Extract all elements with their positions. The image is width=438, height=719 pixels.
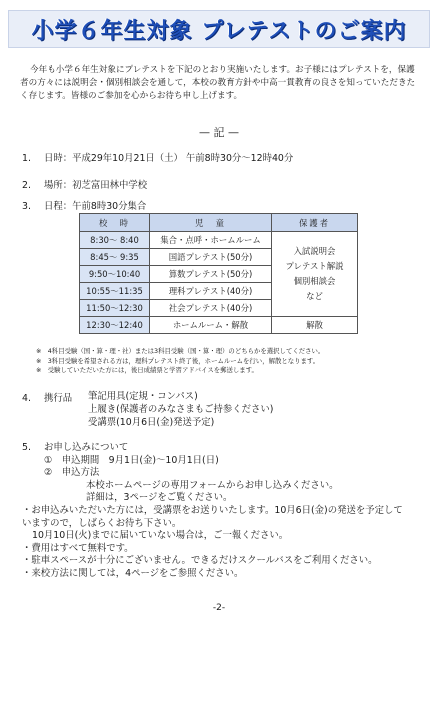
table-row [80,232,358,249]
page-title: 小学６年生対象 プレテストのご案内 [31,19,407,44]
item-number: 3. [22,201,31,212]
belongings-label-row [22,390,72,404]
belongings-line: 受講票(10月6日(金)発送予定) [88,417,215,428]
item-number: 1. [22,153,31,164]
application-note: ・費用はすべて無料です。 [22,542,134,554]
time-cell: 8:45～ 9:35 [80,249,150,266]
header-parent: 保護者 [272,214,358,232]
time-cell: 11:50～12:30 [80,300,150,317]
note-line: ※ 受験していただいた方には，後日成績票と学習アドバイスを郵送します。 [36,366,258,374]
schedule-table [79,213,358,334]
ki-heading: — 記 — [199,126,239,139]
time-cell: 10:55～11:35 [80,283,150,300]
item-text: 日程：午前8時30分集合 [44,201,147,212]
application-heading-row [22,442,422,455]
time-cell: 9:50～10:40 [80,266,150,283]
item-schedule [22,198,146,212]
application-note: ・お申込みいただいた方には，受講票をお送りいたします。10月6日(金)の発送を予定していますので，しばらくお待ち下さい。 [22,504,403,529]
activity-cell: 理科プレテスト(40分) [150,283,272,300]
header-student: 児 童 [150,214,272,232]
page-number: -2- [212,603,226,613]
application-note: ・駐車スペースが十分にございません。できるだけスクールバスをご利用ください。 [22,555,378,567]
time-cell: 8:30～ 8:40 [80,232,150,249]
application-heading: お申し込みについて [44,442,129,453]
intro-paragraph: 今年も小学６年生対象にプレテストを下記のとおり実施いたします。お子様にはプレテストを，保護者の方々には説明会・個別相談会を通して，本校の教育方針や中高一貫教育の良さを知っていただきたく存じます。皆様のご参加を心からお待ち申し上げます。 [20,65,416,101]
belongings-label: 携行品 [44,393,73,404]
application-method-detail: 本校ホームページの専用フォームからお申し込みください。 [86,479,339,491]
note-line: ※ 3科目受験を希望される方は，理科プレテスト終了後，ホームルームを行い，解散となります。 [36,356,320,365]
activity-cell: ホームルーム・解散 [150,317,272,334]
parent-dismiss-cell: 解散 [272,317,358,334]
application-method: ② 申込方法 [44,467,100,479]
belongings-line: 筆記用具(定規・コンパス) [88,391,198,402]
title-banner [8,10,430,48]
item-number: 2. [22,180,31,191]
activity-cell: 国語プレテスト(50分) [150,249,272,266]
table-header-row [80,214,358,232]
item-datetime [22,150,293,164]
application-period: ① 申込期間 9月1日(金)～10月1日(日) [44,454,219,466]
item-number: 5. [22,442,31,453]
parent-program-cell [272,232,358,317]
note-line: ※ 4科目受験（国・算・理・社）または3科目受験（国・算・理）のどちらかを選択してください。 [36,347,325,355]
application-method-detail: 詳細は，3ページをご覧ください。 [86,492,233,504]
item-number: 4. [22,393,31,404]
parent-line: など [306,291,323,301]
belongings-line: 上履き(保護者のみなさまもご持参ください) [88,404,274,415]
item-text: 場所：初芝富田林中学校 [44,180,148,191]
parent-line: 入試説明会 [293,246,336,256]
application-note: 10月10日(火)までに届いていない場合は，ご一報ください。 [32,530,289,542]
parent-line: プレテスト解説 [285,261,344,271]
schedule-notes [36,347,428,376]
activity-cell: 算数プレテスト(50分) [150,266,272,283]
header-time: 校 時 [80,214,150,232]
item-application [22,442,422,581]
item-text: 日時：平成29年10月21日（土） 午前8時30分～12時40分 [44,153,294,164]
belongings-list [88,390,388,429]
application-note: ・来校方法に関しては，4ページをご参照ください。 [22,567,244,579]
parent-line: 個別相談会 [293,276,336,286]
activity-cell: 社会プレテスト(40分) [150,300,272,317]
item-place [22,177,147,191]
activity-cell: 集合・点呼・ホームルーム [150,232,272,249]
time-cell: 12:30～12:40 [80,317,150,334]
table-row [80,317,358,334]
